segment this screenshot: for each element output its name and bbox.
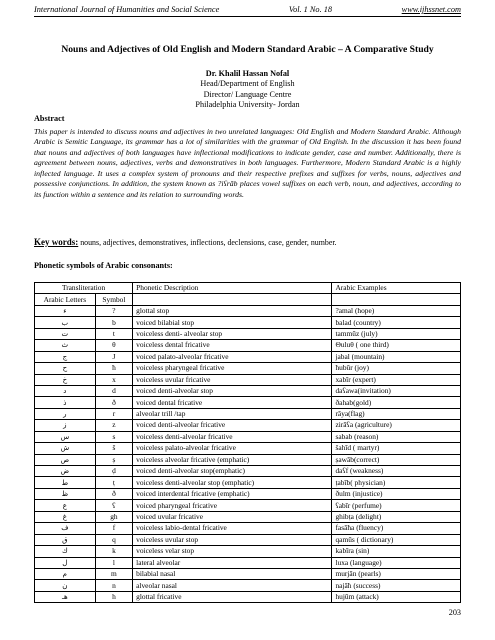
description-cell: voiced dental fricative — [133, 397, 332, 408]
author-affiliation-1: Head/Department of English — [200, 79, 295, 89]
arabic-letter-cell: ص — [35, 454, 96, 465]
arabic-letter-cell: ف — [35, 523, 96, 534]
symbol-cell: h — [95, 591, 132, 602]
symbol-cell: ? — [95, 305, 132, 316]
arabic-letter-cell: ظ — [35, 488, 96, 499]
example-cell: tammūz (july) — [332, 328, 461, 339]
description-cell: bilabial nasal — [133, 568, 332, 579]
header-empty-cell — [133, 294, 332, 305]
symbol-cell: ḍ — [95, 466, 132, 477]
header-description: Phonetic Description — [133, 283, 332, 294]
table-row — [35, 328, 461, 339]
description-cell: voiceless dental fricative — [133, 340, 332, 351]
table-row — [35, 317, 461, 328]
description-cell: voiced palato-alveolar fricative — [133, 351, 332, 362]
example-cell: najāħ (success) — [332, 580, 461, 591]
symbol-cell: l — [95, 557, 132, 568]
table-row — [35, 385, 461, 396]
table-row — [35, 557, 461, 568]
example-cell: qamūs ( dictionary) — [332, 534, 461, 545]
description-cell: voiced denti-alveolar fricative — [133, 420, 332, 431]
table-row — [35, 523, 461, 534]
arabic-letter-cell: خ — [35, 374, 96, 385]
description-cell: voiced denti-alveolar stop(emphatic) — [133, 466, 332, 477]
description-cell: voiceless uvular stop — [133, 534, 332, 545]
abstract-heading: Abstract — [34, 114, 65, 123]
arabic-letter-cell: ش — [35, 443, 96, 454]
table-subheader-row — [35, 294, 461, 305]
arabic-letter-cell: ب — [35, 317, 96, 328]
example-cell: ?amal (hope) — [332, 305, 461, 316]
example-cell: jabal (mountain) — [332, 351, 461, 362]
arabic-letter-cell: ح — [35, 363, 96, 374]
symbol-cell: ṣ — [95, 454, 132, 465]
example-cell: ħubūr (joy) — [332, 363, 461, 374]
arabic-letter-cell: غ — [35, 511, 96, 522]
header-transliteration: Transliteration — [35, 283, 133, 294]
table-row — [35, 580, 461, 591]
description-cell: voiceless uvular fricative — [133, 374, 332, 385]
description-cell: glottal fricative — [133, 591, 332, 602]
symbol-cell: J — [95, 351, 132, 362]
description-cell: voiceless palato-alveolar fricative — [133, 443, 332, 454]
example-cell: ṣawāb(correct) — [332, 454, 461, 465]
example-cell: ṭabīb( physician) — [332, 477, 461, 488]
arabic-letter-cell: س — [35, 431, 96, 442]
symbol-cell: ð — [95, 488, 132, 499]
running-header — [34, 5, 461, 17]
arabic-letter-cell: ث — [35, 340, 96, 351]
paper-title: Nouns and Adjectives of Old English and Modern Standard Arabic – A Comparative Study — [61, 44, 434, 55]
example-cell: rāya(flag) — [332, 408, 461, 419]
symbol-cell: f — [95, 523, 132, 534]
arabic-letter-cell: ض — [35, 466, 96, 477]
symbol-cell: ħ — [95, 363, 132, 374]
description-cell: voiceless labio-dental fricative — [133, 523, 332, 534]
description-cell: alveolar nasal — [133, 580, 332, 591]
symbol-cell: k — [95, 546, 132, 557]
table-row — [35, 420, 461, 431]
section-heading: Phonetic symbols of Arabic consonants: — [34, 261, 173, 270]
page-number: 203 — [448, 608, 461, 617]
description-cell: voiced pharyngeal fricative — [133, 500, 332, 511]
table-row — [35, 340, 461, 351]
example-cell: sabab (reason) — [332, 431, 461, 442]
keywords — [34, 237, 461, 247]
example-cell: šahīd ( martyr) — [332, 443, 461, 454]
table-row — [35, 488, 461, 499]
arabic-letter-cell: ذ — [35, 397, 96, 408]
table-row — [35, 534, 461, 545]
example-cell: ðulm (injustice) — [332, 488, 461, 499]
author-affiliation-3: Philadelphia University- Jordan — [195, 100, 300, 110]
example-cell: fasāħa (fluency) — [332, 523, 461, 534]
table-row — [35, 363, 461, 374]
example-cell: kabīra (sin) — [332, 546, 461, 557]
table-row — [35, 351, 461, 362]
table-row — [35, 546, 461, 557]
example-cell: ðahab(gold) — [332, 397, 461, 408]
symbol-cell: n — [95, 580, 132, 591]
journal-name: International Journal of Humanities and Social Science — [34, 5, 220, 14]
arabic-letter-cell: ج — [35, 351, 96, 362]
example-cell: daʕawa(invitation) — [332, 385, 461, 396]
example-cell: ghibṭa (delight) — [332, 511, 461, 522]
arabic-letter-cell: ل — [35, 557, 96, 568]
phonetic-symbols-table — [34, 282, 461, 603]
table-row — [35, 374, 461, 385]
example-cell: Θuluθ ( one third) — [332, 340, 461, 351]
symbol-cell: gh — [95, 511, 132, 522]
arabic-letter-cell: ر — [35, 408, 96, 419]
arabic-letter-cell: ء — [35, 305, 96, 316]
keywords-label: Key words: — [34, 237, 79, 247]
symbol-cell: ʕ — [95, 500, 132, 511]
table-row — [35, 591, 461, 602]
description-cell: voiced uvular fricative — [133, 511, 332, 522]
symbol-cell: t — [95, 328, 132, 339]
table-row — [35, 466, 461, 477]
keywords-text: nouns, adjectives, demonstratives, inflections, declensions, case, gender, number. — [78, 238, 337, 247]
arabic-letter-cell: ك — [35, 546, 96, 557]
arabic-letter-cell: م — [35, 568, 96, 579]
arabic-letter-cell: هـ — [35, 591, 96, 602]
abstract-text: This paper is intended to discuss nouns and adjectives in two unrelated languages: Old English and Modern Standard Arabic. Although Arabic is Semitic Language, its grammar has a lot of similarities with the grammar of Old English. In the discussion it has been found that nouns and adjectives of both languages have inflectional modifications to indicate gender, case and number. Additionally, there is agreement between nouns, adjectives, verbs and demonstratives in both languages. Furthermore, Modern Standard Arabic is a highly inflected language. It uses a complex system of pronouns and their respective prefixes and suffixes for verbs, nouns, adjectives and possessive conjunctions. In addition, the system known as ?iʕrāb places vowel suffixes on each verb, noun, and adjectives, according to its function within a sentence and its relation to surrounding words. — [34, 127, 461, 199]
symbol-cell: θ — [95, 340, 132, 351]
symbol-cell: x — [95, 374, 132, 385]
description-cell: voiceless velar stop — [133, 546, 332, 557]
arabic-letter-cell: ع — [35, 500, 96, 511]
header-empty-cell — [332, 294, 461, 305]
description-cell: voiceless alveolar fricative (emphatic) — [133, 454, 332, 465]
example-cell: murjān (pearls) — [332, 568, 461, 579]
example-cell: hujūm (attack) — [332, 591, 461, 602]
symbol-cell: ṭ — [95, 477, 132, 488]
arabic-letter-cell: ط — [35, 477, 96, 488]
symbol-cell: b — [95, 317, 132, 328]
description-cell: voiceless denti- alveolar stop — [133, 328, 332, 339]
table-header-row — [35, 283, 461, 294]
table-row — [35, 568, 461, 579]
arabic-letter-cell: ق — [35, 534, 96, 545]
symbol-cell: r — [95, 408, 132, 419]
table-row — [35, 397, 461, 408]
description-cell: voiceless denti-alveolar fricative — [133, 431, 332, 442]
symbol-cell: d — [95, 385, 132, 396]
description-cell: alveolar trill /tap — [133, 408, 332, 419]
arabic-letter-cell: ت — [35, 328, 96, 339]
table-row — [35, 305, 461, 316]
arabic-letter-cell: ز — [35, 420, 96, 431]
symbol-cell: š — [95, 443, 132, 454]
author-affiliation-2: Director/ Language Centre — [203, 89, 292, 99]
description-cell: voiceless denti-alveolar stop (emphatic) — [133, 477, 332, 488]
table-row — [35, 477, 461, 488]
description-cell: glottal stop — [133, 305, 332, 316]
symbol-cell: m — [95, 568, 132, 579]
table-row — [35, 500, 461, 511]
journal-url[interactable]: www.ijhssnet.com — [401, 5, 461, 14]
description-cell: voiced bilabial stop — [133, 317, 332, 328]
symbol-cell: q — [95, 534, 132, 545]
description-cell: voiced interdental fricative (emphatic) — [133, 488, 332, 499]
table-row — [35, 431, 461, 442]
journal-volume: Vol. 1 No. 18 — [288, 5, 333, 14]
description-cell: voiced denti-alveolar stop — [133, 385, 332, 396]
example-cell: zirāʕa (agriculture) — [332, 420, 461, 431]
example-cell: balad (country) — [332, 317, 461, 328]
header-symbol: Symbol — [95, 294, 132, 305]
example-cell: luxa (language) — [332, 557, 461, 568]
author-block — [100, 69, 395, 111]
example-cell: daʕf (weakness) — [332, 466, 461, 477]
table-row — [35, 511, 461, 522]
table-row — [35, 443, 461, 454]
example-cell: ʕabīr (perfume) — [332, 500, 461, 511]
arabic-letter-cell: د — [35, 385, 96, 396]
table-row — [35, 454, 461, 465]
author-name: Dr. Khalil Hassan Nofal — [205, 69, 290, 78]
symbol-cell: ð — [95, 397, 132, 408]
description-cell: voiceless pharyngeal fricative — [133, 363, 332, 374]
symbol-cell: s — [95, 431, 132, 442]
example-cell: xabīr (expert) — [332, 374, 461, 385]
header-arabic-letters: Arabic Letters — [35, 294, 96, 305]
arabic-letter-cell: ن — [35, 580, 96, 591]
table-row — [35, 408, 461, 419]
description-cell: lateral alveolar — [133, 557, 332, 568]
symbol-cell: z — [95, 420, 132, 431]
header-examples: Arabic Examples — [332, 283, 461, 294]
